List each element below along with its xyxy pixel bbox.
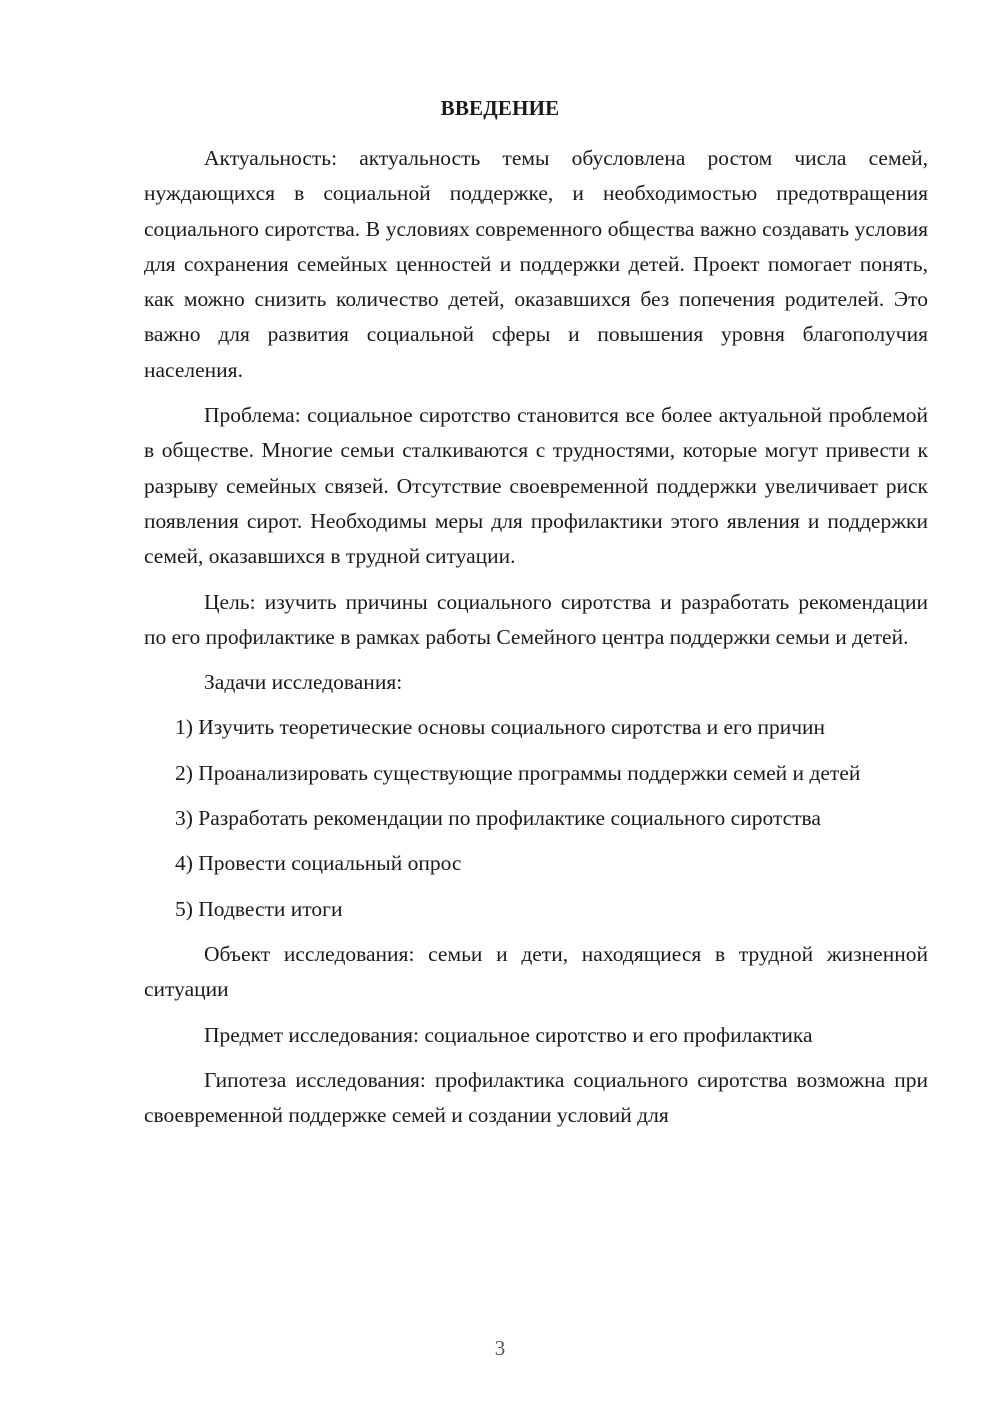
relevance-paragraph: Актуальность: актуальность темы обусловлена ростом числа семей, нуждающихся в социальной поддержке, и необходимостью предотвращения социального сиротства. В условиях современного общества важно создавать условия для сохранения семейных ценностей и поддержки детей. Проект помогает понять, как можно снизить количество детей, оказавшихся без попечения родителей. Это важно для развития социальной сферы и повышения уровня благополучия населения. [144,146,928,382]
research-object-paragraph: Объект исследования: семьи и дети, находящиеся в трудной жизненной ситуации [144,941,928,1002]
problem-paragraph: Проблема: социальное сиротство становится все более актуальной проблемой в обществе. Многие семьи сталкиваются с трудностями, которые могут привести к разрыву семейных связей. Отсутствие своевременной поддержки увеличивает риск появления сирот. Необходимы меры для профилактики этого явления и поддержки семей, оказавшихся в трудной ситуации. [144,403,928,569]
task-item-3: 3) Разработать рекомендации по профилактике социального сиротства [175,806,821,831]
research-subject-paragraph: Предмет исследования: социальное сиротство и его профилактика [204,1022,813,1047]
section-title: ВВЕДЕНИЕ [440,96,560,120]
task-item-5: 5) Подвести итоги [175,896,343,921]
research-hypothesis-paragraph: Гипотеза исследования: профилактика социального сиротства возможна при своевременной поддержке семей и создании условий для [144,1067,928,1128]
page-number: 3 [494,1336,506,1360]
tasks-heading: Задачи исследования: [204,670,403,695]
document-body [144,141,928,1133]
task-item-4: 4) Провести социальный опрос [175,851,462,876]
task-item-1: 1) Изучить теоретические основы социального сиротства и его причин [175,715,826,740]
task-item-2: 2) Проанализировать существующие программы поддержки семей и детей [175,760,861,785]
goal-paragraph: Цель: изучить причины социального сиротства и разработать рекомендации по его профилактике в рамках работы Семейного центра поддержки семьи и детей. [144,589,928,649]
